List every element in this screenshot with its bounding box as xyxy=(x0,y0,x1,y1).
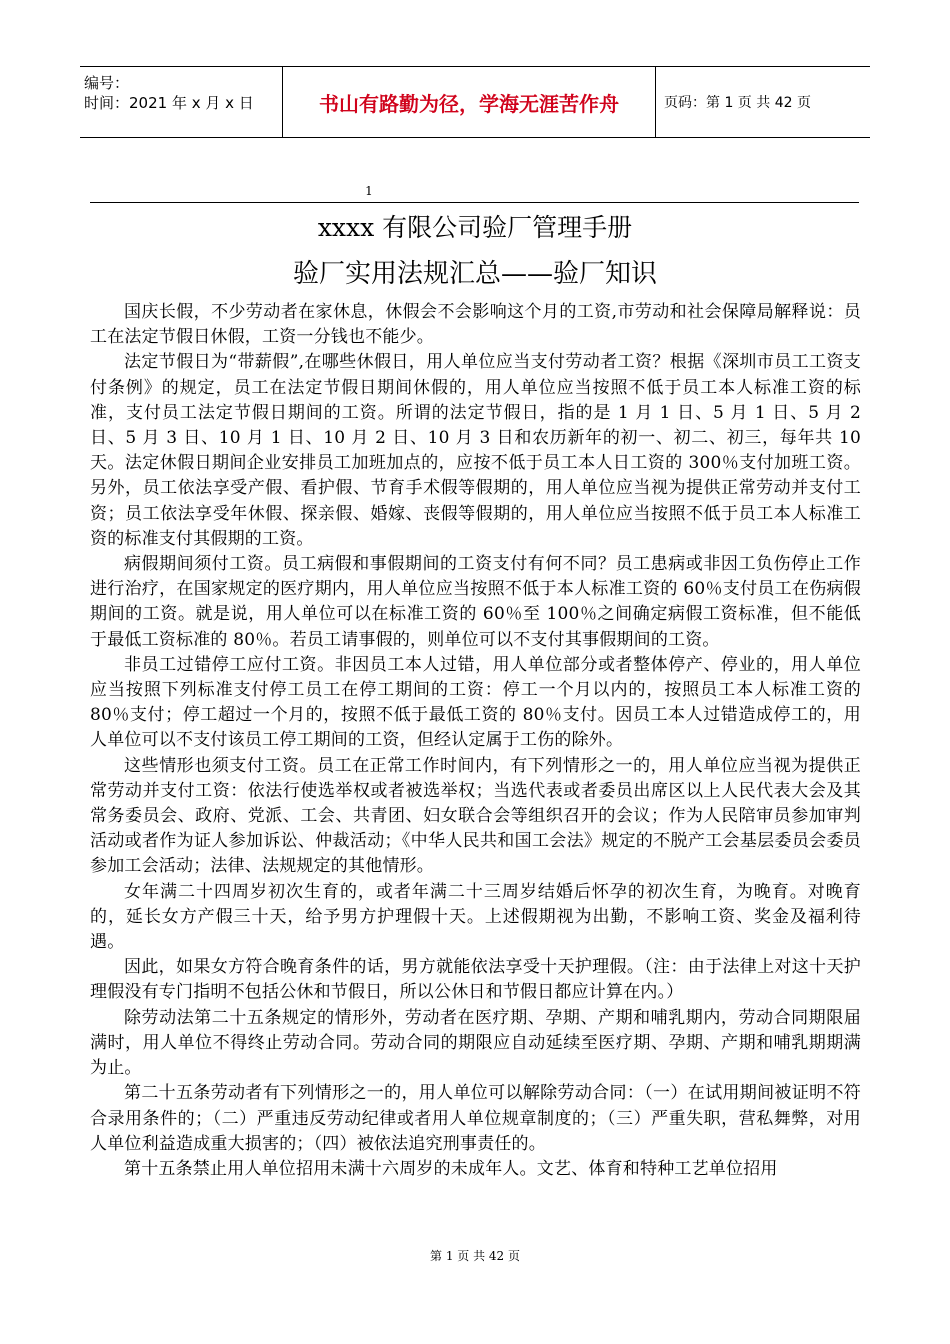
header-table xyxy=(80,66,870,138)
page-number-top: 1 xyxy=(365,184,373,198)
paragraph: 国庆长假，不少劳动者在家休息，休假会不会影响这个月的工资,市劳动和社会保障局解释说：员工在法定节假日休假，工资一分钱也不能少。 xyxy=(90,302,861,348)
header-rule xyxy=(90,202,859,203)
document-body xyxy=(90,300,861,1182)
paragraph: 这些情形也须支付工资。员工在正常工作时间内，有下列情形之一的，用人单位应当视为提供正常劳动并支付工资：依法行使选举权或者被选举权；当选代表或者委员出席区以上人民代表大会及其常务委员会、政府、党派、工会、共青团、妇女联合会等组织召开的会议；作为人民陪审员参加审判活动或者作为证人参加诉讼、仲裁活动；《中华人民共和国工会法》规定的不脱产工会基层委员会委员参加工会活动；法律、法规规定的其他情形。 xyxy=(90,755,861,877)
motto: 书山有路勤为径，学海无涯苦作舟 xyxy=(283,67,656,137)
paragraph: 女年满二十四周岁初次生育的，或者年满二十三周岁结婚后怀孕的初次生育，为晚育。对晚育的，延长女方产假三十天，给予男方护理假十天。上述假期视为出勤，不影响工资、奖金及福利待遇。 xyxy=(90,881,861,953)
paragraph: 第二十五条劳动者有下列情形之一的，用人单位可以解除劳动合同：（一）在试用期间被证明不符合录用条件的；（二）严重违反劳动纪律或者用人单位规章制度的；（三）严重失职，营私舞弊，对用人单位利益造成重大损害的；（四）被依法追究刑事责任的。 xyxy=(90,1083,861,1154)
page-footer: 第 1 页 共 42 页 xyxy=(430,1249,520,1263)
paragraph: 法定节假日为“带薪假”,在哪些休假日，用人单位应当支付劳动者工资？根据《深圳市员工工资支付条例》的规定，员工在法定节假日期间休假的，用人单位应当按照不低于员工本人标准工资的标准，支付员工法定节假日期间的工资。所谓的法定节假日，指的是 1 月 1 日、5 月 1 日、5 月 2 日、5 月 3 日、10 月 1 日、10 月 2 日、10 月 3 日和农历新年的初一、初二、初三，每年共 10 天。法定休假日期间企业安排员工加班加点的，应按不低于员工本人日工资的 300％支付加班工资。另外，员工依法享受产假、看护假、节育手术假等假期的，用人单位应当视为提供正常劳动并支付工资；员工依法享受年休假、探亲假、婚嫁、丧假等假期的，用人单位应当按照不低于员工本人标准工资的标准支付其假期的工资。 xyxy=(90,352,861,549)
paragraph: 第十五条禁止用人单位招用未满十六周岁的未成年人。文艺、体育和特种工艺单位招用 xyxy=(124,1158,778,1179)
paragraph: 病假期间须付工资。员工病假和事假期间的工资支付有何不同？员工患病或非因工负伤停止工作进行治疗，在国家规定的医疗期内，用人单位应当按照不低于本人标准工资的 60％支付员工在伤病假期间的工资。就是说，用人单位可以在标准工资的 60％至 100％之间确定病假工资标准，但不能低于最低工资标准的 80％。若员工请事假的，则单位可以不支付其事假期间的工资。 xyxy=(90,554,861,650)
document-subtitle: 验厂实用法规汇总——验厂知识 xyxy=(292,259,657,289)
number-label: 编号： xyxy=(84,74,130,92)
paragraph: 非员工过错停工应付工资。非因员工本人过错，用人单位部分或者整体停产、停业的，用人单位应当按照下列标准支付停工员工在停工期间的工资：停工一个月以内的，按照员工本人标准工资的 80％支付；停工超过一个月的，按照不低于最低工资的 80％支付。因员工本人过错造成停工的，用人单位可以不支付该员工停工期间的工资，但经认定属于工伤的除外。 xyxy=(90,654,861,751)
paragraph: 除劳动法第二十五条规定的情形外，劳动者在医疗期、孕期、产期和哺乳期内，劳动合同期限届满时，用人单位不得终止劳动合同。劳动合同的期限应自动延续至医疗期、孕期、产期和哺乳期期满为止。 xyxy=(90,1007,861,1079)
paragraph: 因此，如果女方符合晚育条件的话，男方就能依法享受十天护理假。（注：由于法律上对这十天护理假没有专门指明不包括公休和节假日，所以公休日和节假日都应计算在内。） xyxy=(90,957,861,1003)
header-left-cell xyxy=(80,67,283,137)
time-label: 时间：2021 年 x 月 x 日 xyxy=(84,94,254,112)
page-info: 页码：第 1 页 共 42 页 xyxy=(664,95,811,111)
document-title: xxxx 有限公司验厂管理手册 xyxy=(317,213,633,242)
